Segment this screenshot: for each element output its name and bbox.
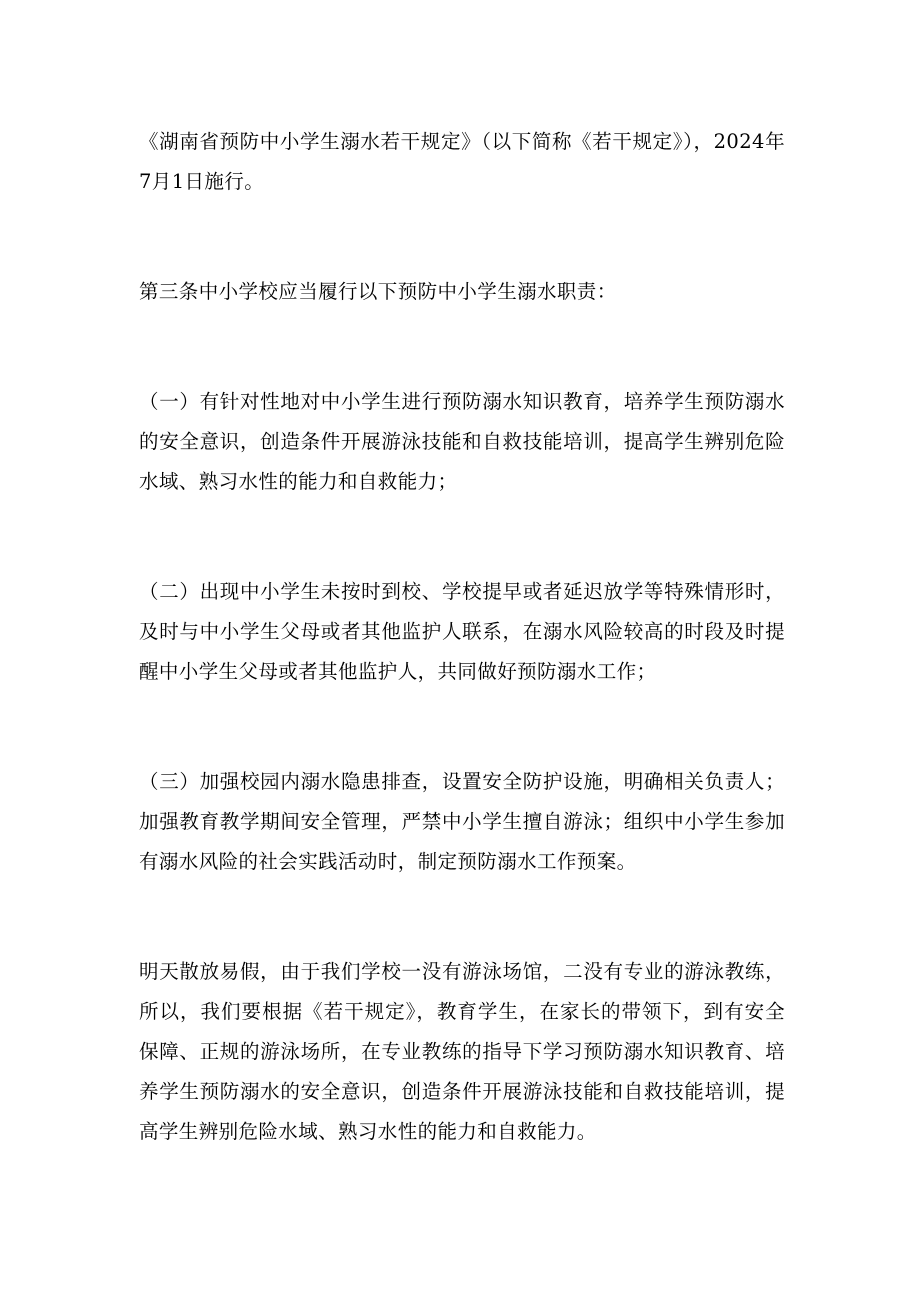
intro-paragraph: 《湖南省预防中小学生溺水若干规定》（以下简称《若干规定》），2024年7月1日施行。 bbox=[139, 130, 785, 193]
article-three-heading: 第三条中小学校应当履行以下预防中小学生溺水职责： bbox=[139, 280, 617, 303]
closing-paragraph: 明天散放易假，由于我们学校一没有游泳场馆，二没有专业的游泳教练，所以，我们要根据《若干规定》，教育学生，在家长的带领下，到有安全保障、正规的游泳场所，在专业教练的指导下学习预防溺水知识教育、培养学生预防溺水的安全意识，创造条件开展游泳技能和自救技能培训，提高学生辨别危险水域、熟习水性的能力和自救能力。 bbox=[139, 960, 785, 1143]
paragraph-spacer bbox=[139, 882, 785, 952]
clause-one-paragraph: （一）有针对性地对中小学生进行预防溺水知识教育，培养学生预防溺水的安全意识，创造条件开展游泳技能和自救技能培训，提高学生辨别危险水域、熟习水性的能力和自救能力； bbox=[139, 390, 785, 493]
clause-three-paragraph: （三）加强校园内溺水隐患排查，设置安全防护设施，明确相关负责人；加强教育教学期间安全管理，严禁中小学生擅自游泳；组织中小学生参加有溺水风险的社会实践活动时，制定预防溺水工作预案。 bbox=[139, 770, 785, 873]
clause-two-paragraph: （二）出现中小学生未按时到校、学校提早或者延迟放学等特殊情形时，及时与中小学生父母或者其他监护人联系，在溺水风险较高的时段及时提醒中小学生父母或者其他监护人，共同做好预防溺水工作； bbox=[139, 580, 785, 683]
paragraph-spacer bbox=[139, 202, 785, 272]
paragraph-spacer bbox=[139, 312, 785, 382]
document-body bbox=[139, 122, 785, 1152]
paragraph-spacer bbox=[139, 692, 785, 762]
paragraph-spacer bbox=[139, 502, 785, 572]
